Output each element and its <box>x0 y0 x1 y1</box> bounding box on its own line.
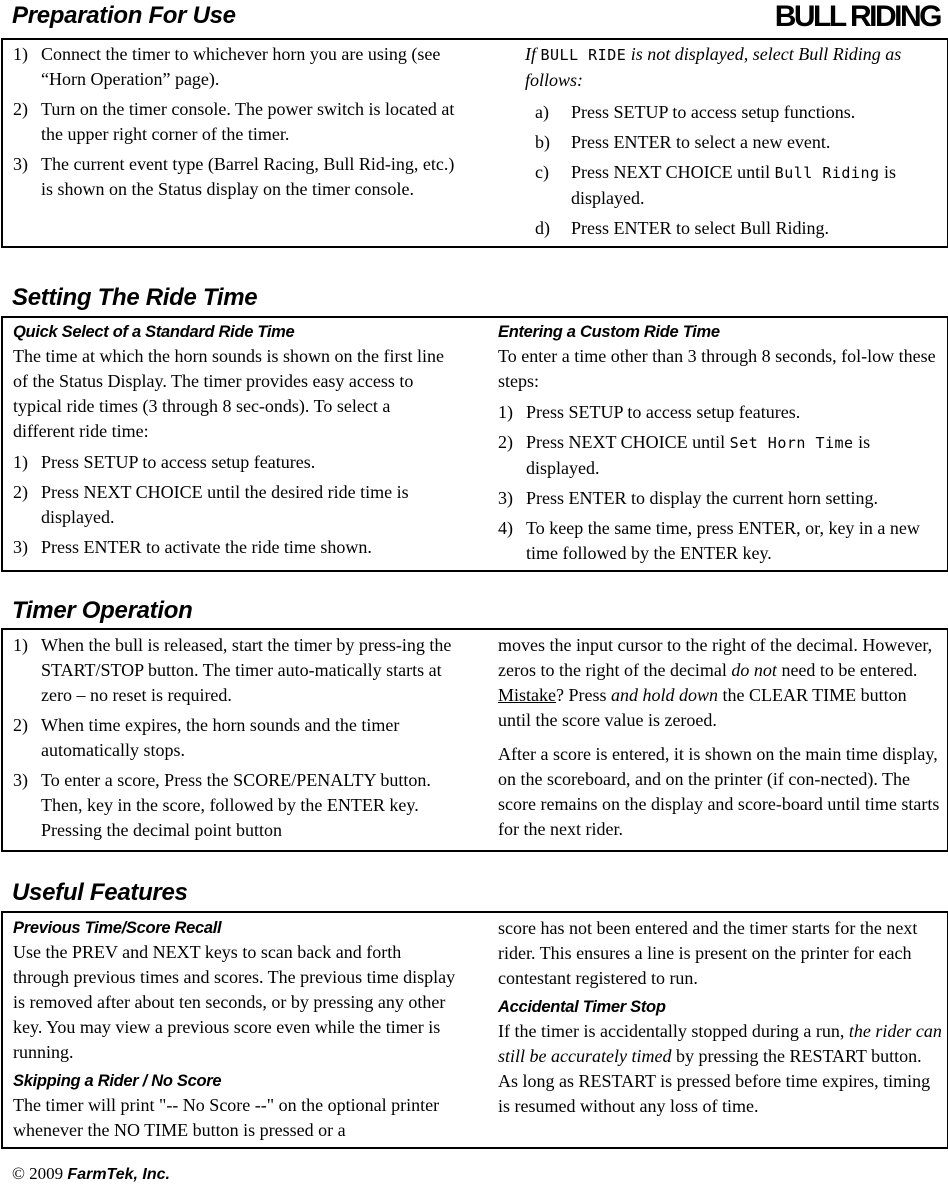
preparation-right-column <box>525 42 939 246</box>
list-item: 1) When the bull is released, start the timer by press-ing the START/STOP button. The timer auto-matically starts at zero – no reset is required. <box>13 635 452 705</box>
section-title-ride-time: Setting The Ride Time <box>12 284 258 311</box>
list-item: 3) The current event type (Barrel Racing, Bull Rid-ing, etc.) is shown on the Status display on the timer console. <box>13 154 455 199</box>
list-item: 2) Turn on the timer console. The power switch is located at the upper right corner of the timer. <box>13 99 455 144</box>
preparation-section <box>1 38 948 248</box>
list-item: a) Press SETUP to access setup functions. <box>535 102 856 122</box>
list-item: b) Press ENTER to select a new event. <box>535 132 831 152</box>
list-item: 1) Press SETUP to access setup features. <box>13 452 316 472</box>
quick-select-intro: The time at which the horn sounds is shown on the first line of the Status Display. The timer provides easy access to typical ride times (3 through 8 sec-onds). To select a different ride time: <box>13 346 444 441</box>
preparation-left-column <box>13 42 461 207</box>
list-item: 4) To keep the same time, press ENTER, or, key in a new time followed by the ENTER key. <box>498 518 920 563</box>
section-title-useful-features: Useful Features <box>12 879 188 906</box>
list-item: 3) Press ENTER to display the current horn setting. <box>498 488 878 508</box>
list-item: 2) Press NEXT CHOICE until Set Horn Time is displayed. <box>498 432 871 478</box>
list-item: 3) To enter a score, Press the SCORE/PENALTY button. Then, key in the score, followed by the ENTER key. Pressing the decimal point button <box>13 770 431 840</box>
list-item: d) Press ENTER to select Bull Riding. <box>535 218 829 238</box>
footer-copyright: © 2009 FarmTek, Inc. <box>12 1164 170 1183</box>
list-item: 3) Press ENTER to activate the ride time shown. <box>13 537 372 557</box>
custom-time-column <box>498 320 944 571</box>
score-display-note: After a score is entered, it is shown on the main time display, on the scoreboard, and on the printer (if con-nected). The score remains on the display and score-board until time starts for the next rider. <box>498 744 940 839</box>
list-item: 2) Press NEXT CHOICE until the desired ride time is displayed. <box>13 482 409 527</box>
timer-operation-right-column <box>498 633 944 842</box>
useful-features-section <box>1 911 948 1149</box>
custom-time-title: Entering a Custom Ride Time <box>498 323 720 341</box>
prev-recall-text: Use the PREV and NEXT keys to scan back and forth through previous times and scores. The previous time display is removed after about ten seconds, or by pressing any other key. You may view a previous score even while the timer is running. <box>13 942 456 1062</box>
page-title: Preparation For Use <box>12 2 236 29</box>
event-brand: BULL RIDING <box>774 0 940 33</box>
section-title-timer-operation: Timer Operation <box>12 597 193 624</box>
skip-rider-title: Skipping a Rider / No Score <box>13 1072 222 1090</box>
features-left-column <box>13 916 461 1143</box>
timer-operation-section <box>1 628 948 852</box>
list-item: c) Press NEXT CHOICE until Bull Riding is displayed. <box>535 162 897 208</box>
bull-ride-condition: If BULL RIDE is not displayed, select Bull Riding as follows: <box>525 44 902 90</box>
list-item: 1) Connect the timer to whichever horn you are using (see “Horn Operation” page). <box>13 44 441 89</box>
accidental-stop-text: If the timer is accidentally stopped during a run, the rider can still be accurately timed by pressing the RESTART button. As long as RESTART is pressed before time expires, timing is resumed without any loss of time. <box>498 1021 942 1116</box>
skip-rider-text: The timer will print "-- No Score --" on the optional printer whenever the NO TIME button is pressed or a <box>13 1095 440 1140</box>
features-right-column <box>498 916 944 1119</box>
score-entry-continued: moves the input cursor to the right of the decimal. However, zeros to the right of the decimal do not need to be entered. Mistake? Press and hold down the CLEAR TIME button until the score value is zeroed. <box>498 635 933 730</box>
quick-select-column <box>13 320 451 565</box>
prev-recall-title: Previous Time/Score Recall <box>13 919 222 937</box>
accidental-stop-title: Accidental Timer Stop <box>498 998 666 1016</box>
quick-select-title: Quick Select of a Standard Ride Time <box>13 323 295 341</box>
list-item: 1) Press SETUP to access setup features. <box>498 402 801 422</box>
custom-time-intro: To enter a time other than 3 through 8 seconds, fol-low these steps: <box>498 346 936 391</box>
list-item: 2) When time expires, the horn sounds and the timer automatically stops. <box>13 715 400 760</box>
skip-rider-continued: score has not been entered and the timer starts for the next rider. This ensures a line is present on the printer for each contestant registered to run. <box>498 918 918 988</box>
ride-time-section <box>1 316 948 572</box>
timer-operation-left-column <box>13 633 461 848</box>
